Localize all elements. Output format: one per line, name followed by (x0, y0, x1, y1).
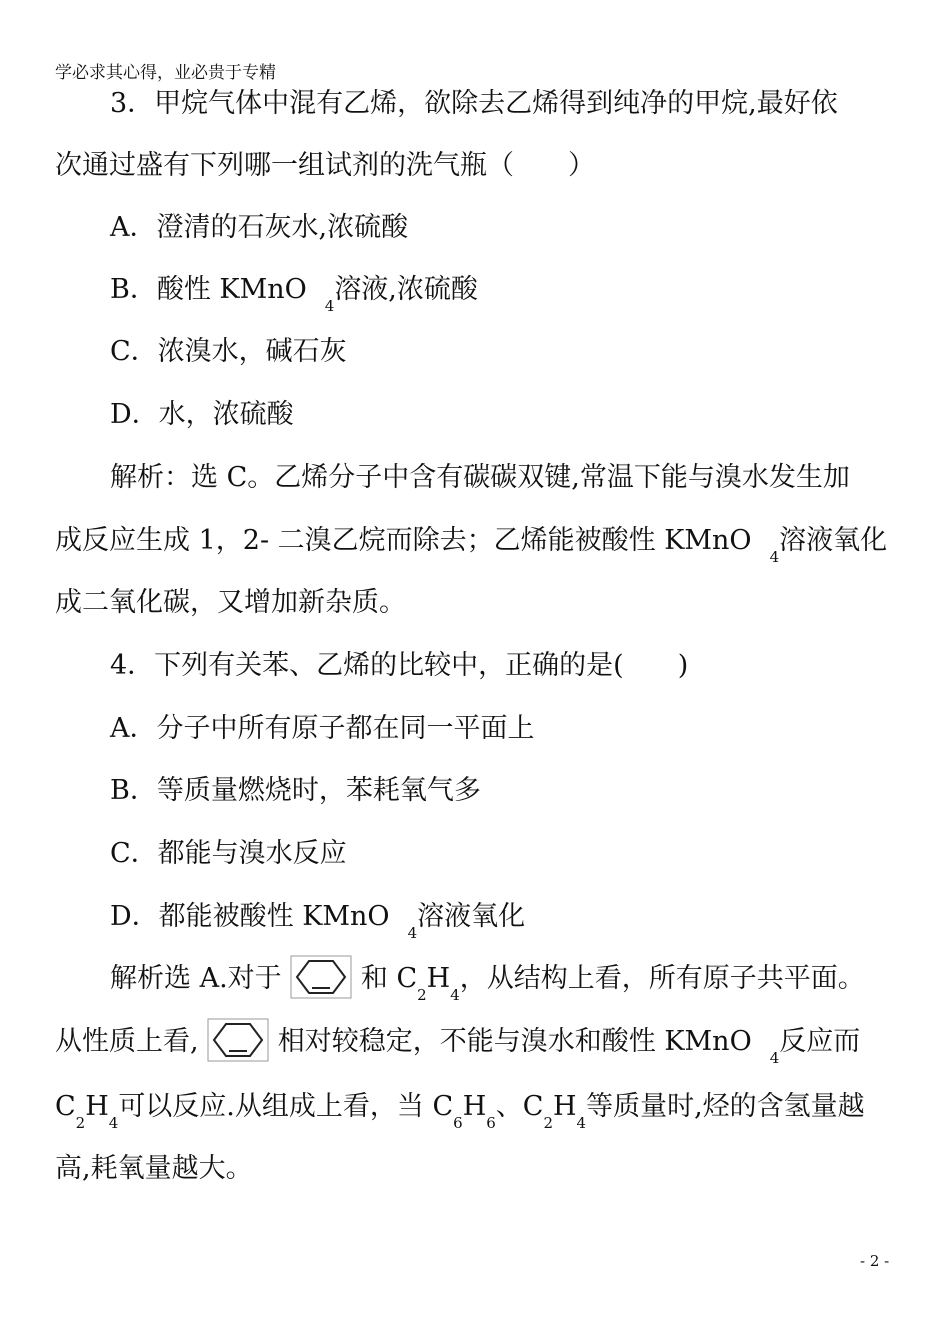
q4-answer-3-mid2: 、C (495, 1091, 544, 1122)
q4-option-d-pre: D．都能被酸性 KMnO (110, 901, 390, 932)
q3-answer-line-3: 成二氧化碳，又增加新杂质。 (55, 587, 406, 618)
page-header: 学必求其心得，业必贵于专精 (55, 63, 276, 83)
q4-answer-line-3 (55, 1089, 865, 1132)
page-number: - 2 - (860, 1252, 890, 1270)
q4-answer-3-c: C (55, 1091, 76, 1122)
q4-answer-1-sub1: 2 (417, 986, 427, 1004)
q3-answer-line-2 (55, 523, 888, 566)
q3-answer-2-post: 溶液氧化 (779, 525, 888, 556)
q4-answer-line-1 (110, 961, 865, 1004)
q4-answer-3-sub5: 2 (543, 1114, 553, 1132)
q4-answer-1-post: ，从结构上看，所有原子共平面。 (459, 963, 865, 994)
q4-answer-3-post: 等质量时,烃的含氢量越 (586, 1091, 865, 1122)
q3-line-1: 3．甲烷气体中混有乙烯，欲除去乙烯得到纯净的甲烷,最好依 (110, 88, 838, 119)
q4-answer-1-sub2: 4 (450, 986, 460, 1004)
q4-answer-2-pre: 从性质上看, (55, 1026, 199, 1057)
q4-answer-3-sub1: 2 (75, 1114, 86, 1132)
q4-answer-3-sub4: 6 (486, 1114, 496, 1132)
q4-answer-2-mid: 相对较稳定，不能与溴水和酸性 KMnO (277, 1026, 752, 1057)
benzene-ring-icon-2 (207, 1018, 269, 1072)
q4-option-c: C．都能与溴水反应 (110, 838, 347, 869)
q4-answer-2-post: 反应而 (779, 1026, 861, 1057)
q3-option-a: A．澄清的石灰水,浓硫酸 (110, 212, 409, 243)
q4-answer-3-h3: H (553, 1091, 577, 1122)
q3-option-b (110, 272, 478, 315)
q4-answer-1-mid: 和 C (360, 963, 418, 994)
q3-answer-line-1: 解析：选 C。乙烯分子中含有碳碳双键,常温下能与溴水发生加 (110, 462, 850, 493)
benzene-ring-icon (290, 955, 352, 1009)
q4-answer-1-h: H (426, 963, 451, 994)
q3-option-b-post: 溶液,浓硫酸 (334, 274, 478, 305)
q4-answer-3-sub2: 4 (108, 1114, 119, 1132)
q3-option-b-sub: 4 (324, 297, 335, 315)
q3-line-2: 次通过盛有下列哪一组试剂的洗气瓶（ ） (55, 150, 595, 181)
q4-answer-line-2 (55, 1024, 861, 1067)
q4-answer-line-4: 高,耗氧量越大。 (55, 1153, 253, 1184)
q4-answer-2-sub: 4 (769, 1049, 780, 1067)
q4-option-a: A．分子中所有原子都在同一平面上 (110, 713, 535, 744)
q4-answer-3-sub3: 6 (453, 1114, 463, 1132)
q4-answer-3-h2: H (462, 1091, 487, 1122)
q3-option-c: C．浓溴水，碱石灰 (110, 336, 347, 367)
q4-option-d (110, 899, 526, 942)
q4-option-b: B．等质量燃烧时，苯耗氧气多 (110, 775, 481, 806)
q4-answer-3-h: H (85, 1091, 109, 1122)
q3-answer-2-pre: 成反应生成 1，2- 二溴乙烷而除去；乙烯能被酸性 KMnO (55, 525, 752, 556)
q4-answer-1-pre: 解析选 A.对于 (110, 963, 282, 994)
q3-option-d: D．水，浓硫酸 (110, 399, 294, 430)
q4-option-d-post: 溶液氧化 (417, 901, 526, 932)
q3-option-b-pre: B．酸性 KMnO (110, 274, 307, 305)
q4-line-1: 4．下列有关苯、乙烯的比较中，正确的是( ) (110, 650, 689, 681)
q4-answer-3-sub6: 4 (576, 1114, 587, 1132)
q4-option-d-sub: 4 (407, 924, 418, 942)
q3-answer-2-sub: 4 (769, 548, 780, 566)
q4-answer-3-mid: 可以反应.从组成上看，当 C (118, 1091, 454, 1122)
